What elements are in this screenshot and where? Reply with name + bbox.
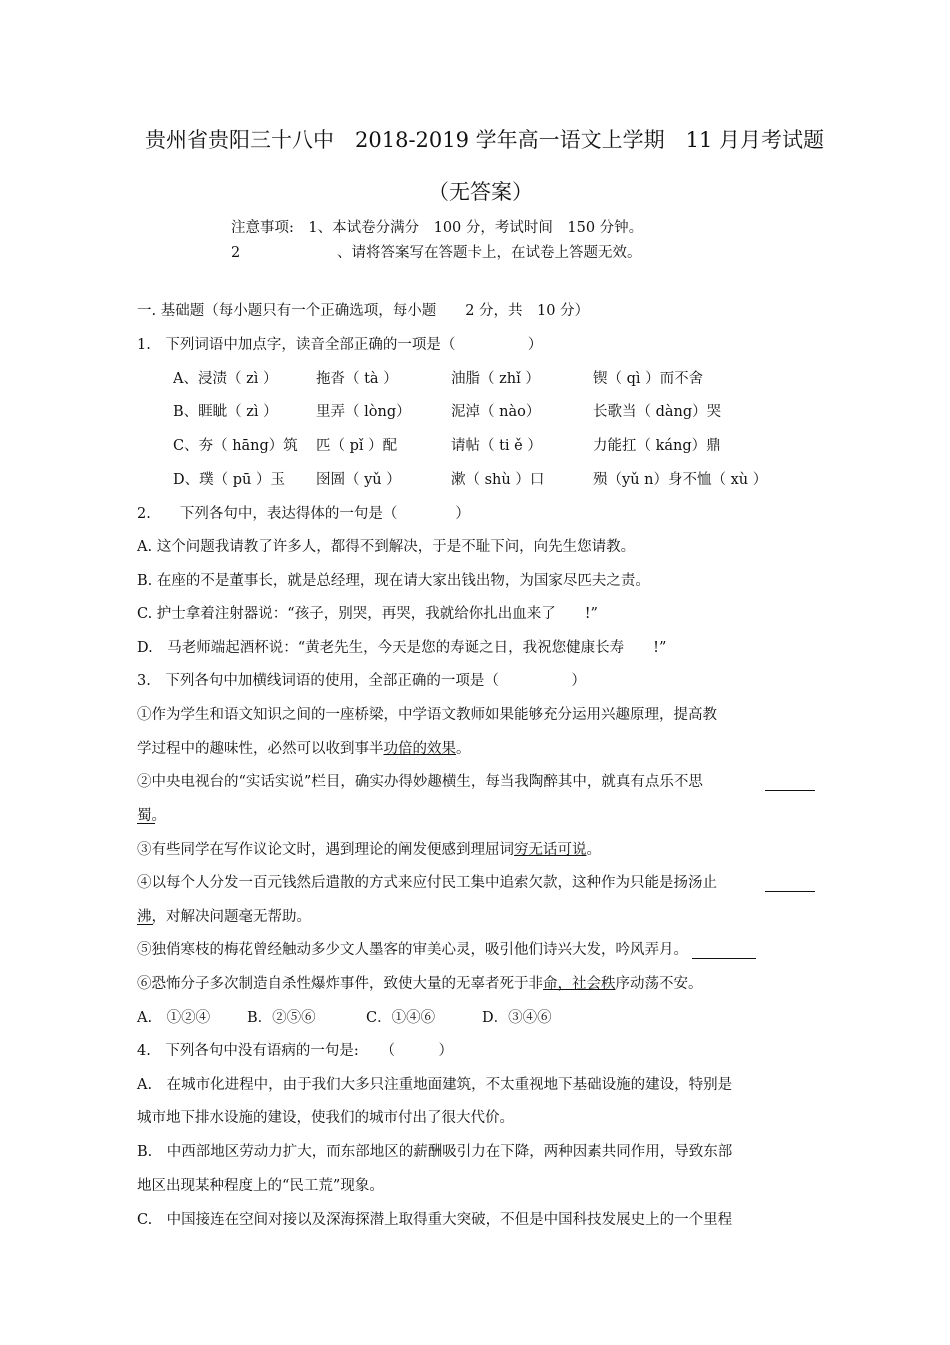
q1-option-a-word-3: 油脂（ zhǐ ） <box>451 371 540 387</box>
answer-blank <box>692 958 756 959</box>
section-heading: 一. 基础题（每小题只有一个正确选项，每小题 2 分，共 10 分） <box>137 303 590 319</box>
underline-mark <box>137 924 153 925</box>
q3-sentence-1-line-1: ①作为学生和语文知识之间的一座桥梁，中学语文教师如果能够充分运用兴趣原理，提高教 <box>137 707 717 723</box>
q3-option-d: D．③④⑥ <box>482 1010 552 1026</box>
underlined-phrase: 命，社会秩 <box>543 976 616 992</box>
q3-sentence-2-line-1: ②中央电视台的“实话实说”栏目，确实办得妙趣横生，每当我陶醉其中，就真有点乐不思 <box>137 774 703 790</box>
q4-option-a-line-1: A. 在城市化进程中，由于我们大多只注重地面建筑，不太重视地下基础设施的建设，特别是 <box>137 1077 733 1093</box>
q2-option-c: C. 护士拿着注射器说：“孩子，别哭，再哭，我就给你扎出血来了 !” <box>137 606 598 622</box>
q2-option-d: D. 马老师端起酒杯说：“黄老先生，今天是您的寿诞之日，我祝您健康长寿 !” <box>137 640 667 656</box>
q1-option-d-word-2: 囹圄（ yǔ ） <box>316 472 401 488</box>
q3-sentence-2-line-2: 蜀。 <box>137 808 166 824</box>
underlined-phrase: 功倍的效果 <box>383 741 456 757</box>
answer-blank <box>765 891 815 892</box>
note-line-2: 、请将答案写在答题卡上，在试卷上答题无效。 <box>337 245 642 261</box>
q4-option-a-line-2: 城市地下排水设施的建设，使我们的城市付出了很大代价。 <box>137 1110 514 1126</box>
underlined-phrase: 穷无话可说 <box>514 842 587 858</box>
q1-option-c-word-1: C、夯（ hāng）筑 <box>173 438 298 454</box>
q3-sentence-3: ③有些同学在写作议论文时，遇到理论的阐发便感到理屈词穷无话可说。 <box>137 842 601 858</box>
q1-option-c-word-3: 请帖（ ti ě ） <box>451 438 542 454</box>
q1-option-a-word-1: A、浸渍（ zì ） <box>173 371 278 387</box>
q3-sentence-4-line-1: ④以每个人分发一百元钱然后遣散的方式来应付民工集中追索欠款，这种作为只能是扬汤止 <box>137 875 717 891</box>
q3-sentence-6: ⑥恐怖分子多次制造自杀性爆炸事件，致使大量的无辜者死于非命，社会秩序动荡不安。 <box>137 976 703 992</box>
document-title: 贵州省贵阳三十八中 2018-2019 学年高一语文上学期 11 月月考试题 <box>145 128 825 152</box>
question-2-stem: 2. 下列各句中，表达得体的一句是（ ） <box>137 506 470 522</box>
q4-option-b-line-1: B. 中西部地区劳动力扩大，而东部地区的薪酬吸引力在下降，两种因素共同作用，导致东部 <box>137 1144 733 1160</box>
underline-mark <box>137 823 155 824</box>
q1-option-d-word-1: D、璞（ pū ）玉 <box>173 472 285 488</box>
q1-option-d-word-4: 殒（yǔ n）身不恤（ xù ） <box>593 472 768 488</box>
q2-option-b: B. 在座的不是董事长，就是总经理，现在请大家出钱出物，为国家尽匹夫之责。 <box>137 573 650 589</box>
note-line-2-number: 2 <box>231 245 241 261</box>
question-1-stem: 1. 下列词语中加点字，读音全部正确的一项是（ ） <box>137 337 543 353</box>
q1-option-b-word-4: 长歌当（ dàng）哭 <box>593 404 722 420</box>
question-4-stem: 4. 下列各句中没有语病的一句是: （ ） <box>137 1043 453 1059</box>
note-line-1: 注意事项: 1、本试卷分满分 100 分，考试时间 150 分钟。 <box>231 220 644 236</box>
q3-option-a: A. ①②④ <box>137 1010 211 1026</box>
q3-option-c: C．①④⑥ <box>366 1010 436 1026</box>
q4-option-c-line-1: C. 中国接连在空间对接以及深海探潜上取得重大突破，不但是中国科技发展史上的一个里程 <box>137 1212 733 1228</box>
q4-option-b-line-2: 地区出现某种程度上的“民工荒”现象。 <box>137 1178 384 1194</box>
q1-option-b-word-2: 里弄（ lòng） <box>316 404 411 420</box>
q2-option-a: A. 这个问题我请教了许多人，都得不到解决，于是不耻下问，向先生您请教。 <box>137 539 636 555</box>
q3-sentence-1-line-2: 学过程中的趣味性，必然可以收到事半功倍的效果。 <box>137 741 471 757</box>
q1-option-a-word-4: 锲（ qì ）而不舍 <box>593 371 704 387</box>
answer-blank <box>765 790 815 791</box>
q1-option-d-word-3: 漱（ shù ）口 <box>451 472 545 488</box>
question-3-stem: 3. 下列各句中加横线词语的使用，全部正确的一项是（ ） <box>137 673 586 689</box>
q1-option-c-word-4: 力能扛（ káng）鼎 <box>593 438 721 454</box>
q1-option-b-word-3: 泥淖（ nào） <box>451 404 541 420</box>
q3-option-b: B．②⑤⑥ <box>247 1010 316 1026</box>
q1-option-b-word-1: B、睚眦（ zì ） <box>173 404 278 420</box>
document-subtitle: （无答案） <box>428 180 533 204</box>
q1-option-a-word-2: 拖沓（ tà ） <box>316 371 398 387</box>
q3-sentence-4-line-2: 沸，对解决问题毫无帮助。 <box>137 909 311 925</box>
q3-sentence-5: ⑤独俏寒枝的梅花曾经触动多少文人墨客的审美心灵，吸引他们诗兴大发，吟风弄月。 <box>137 942 688 958</box>
q1-option-c-word-2: 匹（ pǐ ）配 <box>316 438 398 454</box>
